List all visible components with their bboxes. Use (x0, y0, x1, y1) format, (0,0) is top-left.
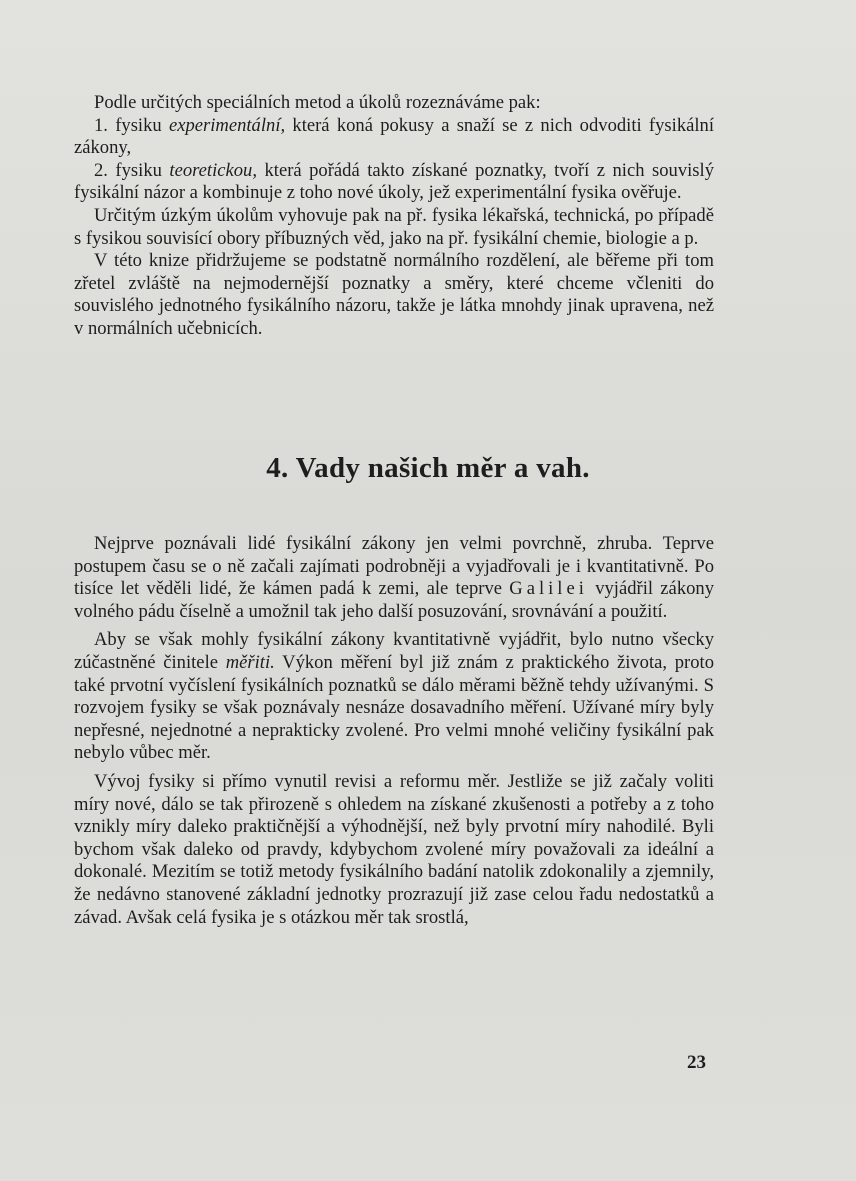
list-item-text: 2. fysiku (94, 159, 170, 181)
paragraph-text: Nejprve poznávali lidé fysikální zákony jen velmi povrchně, zhruba. Teprve postupem času se o ně začali zajímati podrobněji a vyjadřovali je i kvantitativně. Po tisíce let věděli lidé, že kámen padá k zemi, ale teprve (74, 533, 714, 600)
list-item-theoretical (74, 160, 714, 205)
list-item-text: která koná pokusy a snaží se z nich odvoditi fysikální zákony, (74, 114, 714, 159)
paragraph-reform: Vývoj fysiky si přímo vynutil revisi a reformu měr. Jestliže se již začaly voliti míry nové, dálo se tak přirozeně s ohledem na získané zkušenosti a potřeby a z toho vznikly míry daleko praktičnější a výhodnější, než byly prvotní míry nahodilé. Byli bychom však daleko od pravdy, kdybychom zvolené míry považovali za ideální a dokonalé. Mezitím se totiž metody fysikálního badání natolik zdokonalily a zjemnily, že nedávno stanovené základní jednotky prozrazují již zase celou řadu nedostatků a závad. Avšak celá fysika je s otázkou měr tak srostlá, (74, 770, 714, 928)
paragraph-text: vyjádřil zákony volného pádu číselně a umožnil tak jeho další posuzování, srovnávání a použití. (74, 578, 715, 622)
list-item-experimental (74, 115, 714, 160)
paragraph-intro: Podle určitých speciálních metod a úkolů rozeznáváme pak: (94, 92, 541, 113)
section-body (74, 533, 714, 929)
emphasis-measure: měřiti. (225, 651, 275, 673)
paragraph-early-knowledge (74, 533, 714, 623)
emphasis-theoretical: teoretickou, (169, 159, 258, 181)
page-number: 23 (687, 1052, 706, 1073)
paragraph-special-branches: Určitým úzkým úkolům vyhovuje pak na př. fysika lékařská, technická, po případě s fysikou souvisící obory příbuzných věd, jako na př. fysikální chemie, biologie a p. (74, 204, 714, 249)
paragraph-book-approach: V této knize přidržujeme se podstatně normálního rozdělení, ale běřeme při tom zřetel zvláště na nejmodernější poznatky a směry, které chceme včleniti do souvislého jednotného fysikálního názoru, takže je látka mnohdy jinak upravena, než v normálních učebnicích. (74, 250, 714, 339)
name-galilei: Galilei (509, 578, 588, 600)
paragraph-measuring (74, 629, 714, 765)
list-item-text: 1. fysiku (94, 114, 169, 136)
section-heading: 4. Vady našich měr a vah. (266, 452, 590, 484)
paragraph-text: Aby se však mohly fysikální zákony kvantitativně vyjádřit, bylo nutno všecky zúčastněné činitele (74, 629, 714, 673)
intro-text (74, 92, 714, 341)
list-item-text: která pořádá takto získané poznatky, tvoří z nich souvislý fysikální názor a kombinuje z toho nové úkoly, jež experimentální fysika ověřuje. (74, 159, 714, 204)
paragraph-text: Výkon měření byl již znám z praktického života, proto také prvotní vyčíslení fysikálních poznatků se dálo měrami běžně tehdy užívanými. S rozvojem fysiky se však poznávaly nesnáze dosavadního měření. Užívané míry byly nepřesné, nejednotné a neprakticky zvolené. Pro velmi mnohé veličiny fysikální pak nebylo vůbec měr. (74, 651, 715, 764)
emphasis-experimental: experimentální, (168, 114, 286, 136)
